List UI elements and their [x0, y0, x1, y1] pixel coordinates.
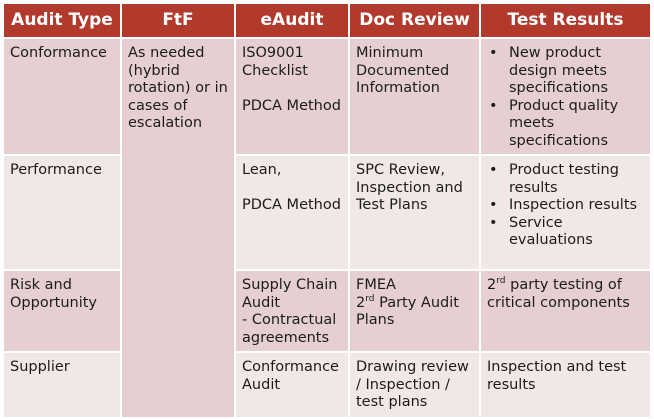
table-row-supplier: [3, 352, 651, 418]
eaudit-line: ISO9001 Checklist: [242, 45, 308, 79]
test-results-cell: Inspection and test results: [480, 352, 651, 418]
eaudit-cell: [235, 270, 349, 352]
table-row-performance: [3, 155, 651, 270]
audit-type-cell: Conformance: [3, 38, 121, 155]
header-test-results: Test Results: [480, 3, 651, 38]
doc-review-line: 2rd Party Audit Plans: [356, 293, 459, 328]
test-results-cell: [480, 38, 651, 155]
test-result-item: • Product quality meets specifications: [509, 98, 644, 151]
ftf-cell: As needed (hybrid rotation) or in cases of escalation: [121, 38, 235, 418]
audit-type-cell: Performance: [3, 155, 121, 270]
eaudit-cell: [235, 155, 349, 270]
eaudit-cell: [235, 38, 349, 155]
eaudit-line: Supply Chain Audit: [242, 277, 338, 311]
doc-review-cell: [349, 270, 480, 352]
table-row-risk-and-opportunity: [3, 270, 651, 352]
audit-type-cell: Risk and Opportunity: [3, 270, 121, 352]
header-audit-type: Audit Type: [3, 3, 121, 38]
header-row: [3, 3, 651, 38]
doc-review-cell: Minimum Documented Information: [349, 38, 480, 155]
eaudit-line: Lean,: [242, 162, 282, 178]
header-eaudit: eAudit: [235, 3, 349, 38]
doc-review-cell: SPC Review, Inspection and Test Plans: [349, 155, 480, 270]
test-result-item: • Service evaluations: [509, 215, 644, 250]
test-results-cell: 2rd party testing of critical components: [480, 270, 651, 352]
eaudit-line: - Contractual agreements: [242, 312, 337, 346]
test-result-item: • Product testing results: [509, 162, 644, 197]
audit-type-cell: Supplier: [3, 352, 121, 418]
header-doc-review: Doc Review: [349, 3, 480, 38]
table-row-conformance: [3, 38, 651, 155]
test-results-cell: [480, 155, 651, 270]
eaudit-line: PDCA Method: [242, 97, 341, 114]
audit-table: [2, 2, 652, 419]
test-result-item: • Inspection results: [509, 197, 644, 215]
doc-review-cell: Drawing review / Inspection / test plans: [349, 352, 480, 418]
eaudit-line: PDCA Method: [242, 197, 341, 213]
test-result-item: • New product design meets specifications: [509, 45, 644, 98]
header-ftf: FtF: [121, 3, 235, 38]
eaudit-cell: Conformance Audit: [235, 352, 349, 418]
doc-review-line: FMEA: [356, 277, 396, 293]
